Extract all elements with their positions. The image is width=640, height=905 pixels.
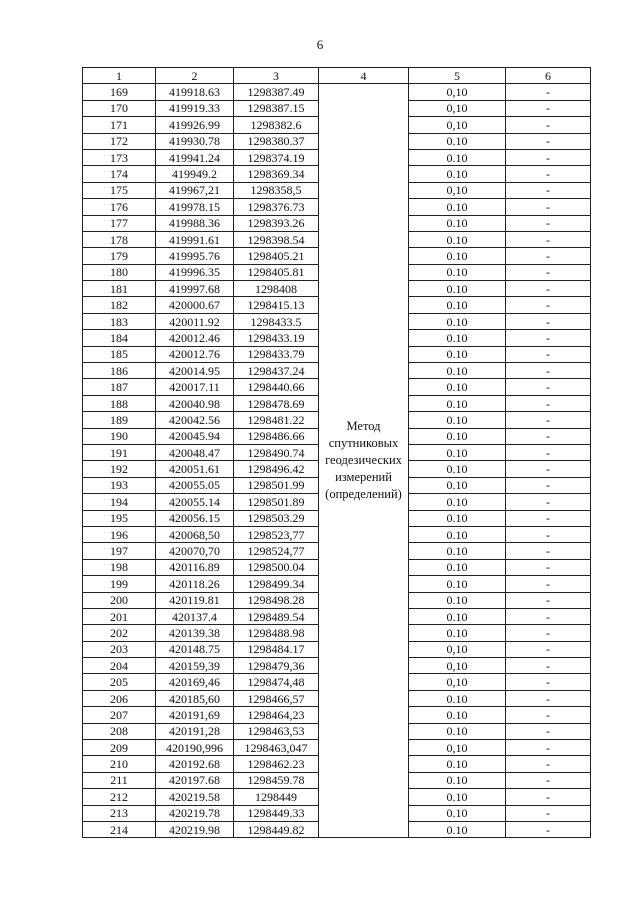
table-cell: 419926.99 [156, 117, 234, 133]
table-cell: 0,10 [409, 641, 506, 657]
table-cell: 419949.2 [156, 166, 234, 182]
table-cell: 0.10 [409, 625, 506, 641]
table-cell: - [506, 494, 591, 510]
table-cell: 420048.47 [156, 444, 234, 460]
table-cell: 176 [83, 199, 156, 215]
table-cell: - [506, 674, 591, 690]
table-cell: 1298433.79 [234, 346, 319, 362]
table-cell: 1298408 [234, 281, 319, 297]
table-cell: - [506, 756, 591, 772]
table-cell: 0.10 [409, 281, 506, 297]
table-cell: - [506, 789, 591, 805]
table-cell: 182 [83, 297, 156, 313]
table-cell: 0.10 [409, 592, 506, 608]
table-cell: - [506, 264, 591, 280]
table-cell: 420197.68 [156, 772, 234, 788]
header-cell: 4 [319, 68, 409, 84]
header-row [83, 68, 591, 84]
table-cell: 420012.46 [156, 330, 234, 346]
coordinates-table [82, 67, 591, 838]
table-cell: - [506, 215, 591, 231]
table-cell: 420118.26 [156, 576, 234, 592]
table-cell: 420219.58 [156, 789, 234, 805]
table-cell: 1298387.49 [234, 84, 319, 100]
table-cell: 1298398.54 [234, 231, 319, 247]
table-cell: 1298479,36 [234, 658, 319, 674]
table-cell: 420040.98 [156, 395, 234, 411]
table-cell: 1298437.24 [234, 363, 319, 379]
table-cell: 214 [83, 821, 156, 837]
table-cell: 0.10 [409, 477, 506, 493]
table-cell: 190 [83, 428, 156, 444]
table-cell: - [506, 592, 591, 608]
table-cell: 0.10 [409, 395, 506, 411]
table-cell: 0.10 [409, 789, 506, 805]
table-cell: 170 [83, 100, 156, 116]
table-row [83, 84, 591, 100]
table-cell: - [506, 100, 591, 116]
table-cell: 0.10 [409, 543, 506, 559]
table-cell: 169 [83, 84, 156, 100]
table-cell: 203 [83, 641, 156, 657]
table-cell: - [506, 608, 591, 624]
table-cell: 1298433.19 [234, 330, 319, 346]
table-cell: - [506, 84, 591, 100]
table-cell: 0.10 [409, 510, 506, 526]
table-cell: 1298466,57 [234, 690, 319, 706]
header-cell: 3 [234, 68, 319, 84]
table-cell: 1298405.81 [234, 264, 319, 280]
table-cell: 0.10 [409, 330, 506, 346]
table-cell: 1298369.34 [234, 166, 319, 182]
table-cell: 0.10 [409, 707, 506, 723]
table-cell: - [506, 313, 591, 329]
table-cell: 193 [83, 477, 156, 493]
table-cell: - [506, 346, 591, 362]
table-cell: 0.10 [409, 166, 506, 182]
table-cell: 0,10 [409, 117, 506, 133]
table-cell: 1298478.69 [234, 395, 319, 411]
table-cell: 1298440.66 [234, 379, 319, 395]
table-cell: - [506, 248, 591, 264]
table-cell: - [506, 559, 591, 575]
table-cell: 192 [83, 461, 156, 477]
table-cell: 420190,996 [156, 740, 234, 756]
table-cell: 420055.05 [156, 477, 234, 493]
table-cell: - [506, 658, 591, 674]
table-cell: 0.10 [409, 461, 506, 477]
table-cell: 419996.35 [156, 264, 234, 280]
table-cell: 199 [83, 576, 156, 592]
table-cell: 419978.15 [156, 199, 234, 215]
table-cell: 180 [83, 264, 156, 280]
table-cell: 419930.78 [156, 133, 234, 149]
table-cell: 0,10 [409, 674, 506, 690]
table-cell: 177 [83, 215, 156, 231]
table-cell: 1298498.28 [234, 592, 319, 608]
table-cell: 420070,70 [156, 543, 234, 559]
table-cell: - [506, 428, 591, 444]
table-cell: 200 [83, 592, 156, 608]
table-cell: 175 [83, 182, 156, 198]
table-cell: 0.10 [409, 608, 506, 624]
table-cell: 1298449.33 [234, 805, 319, 821]
header-cell: 5 [409, 68, 506, 84]
table-cell: 1298501.99 [234, 477, 319, 493]
table-cell: 0.10 [409, 690, 506, 706]
table-cell: 212 [83, 789, 156, 805]
table-cell: - [506, 772, 591, 788]
table-cell: 419988.36 [156, 215, 234, 231]
table-cell: - [506, 117, 591, 133]
table-cell: 420219.78 [156, 805, 234, 821]
table-cell: - [506, 199, 591, 215]
table-cell: 1298484.17 [234, 641, 319, 657]
header-cell: 1 [83, 68, 156, 84]
table-cell: 419967,21 [156, 182, 234, 198]
table-cell: 1298380.37 [234, 133, 319, 149]
table-cell: 1298488.98 [234, 625, 319, 641]
table-cell: 0.10 [409, 215, 506, 231]
table-cell: 1298463,53 [234, 723, 319, 739]
table-cell: 0,10 [409, 100, 506, 116]
table-cell: 0.10 [409, 559, 506, 575]
table-cell: 0,10 [409, 84, 506, 100]
table-cell: 1298449.82 [234, 821, 319, 837]
table-cell: 1298387.15 [234, 100, 319, 116]
table-cell: 178 [83, 231, 156, 247]
table-cell: 1298464,23 [234, 707, 319, 723]
table-cell: 1298463,047 [234, 740, 319, 756]
table-cell: 184 [83, 330, 156, 346]
table-cell: - [506, 576, 591, 592]
table-cell: 420014.95 [156, 363, 234, 379]
table-cell: 0.10 [409, 297, 506, 313]
table-cell: - [506, 231, 591, 247]
table-cell: 1298415.13 [234, 297, 319, 313]
table-cell: 420051.61 [156, 461, 234, 477]
table-cell: 1298459.78 [234, 772, 319, 788]
table-cell: 204 [83, 658, 156, 674]
table-cell: 0.10 [409, 313, 506, 329]
table-cell: - [506, 625, 591, 641]
table-cell: 0.10 [409, 805, 506, 821]
table-cell: 1298503.29 [234, 510, 319, 526]
table-cell: 0.10 [409, 444, 506, 460]
table-cell: 1298358,5 [234, 182, 319, 198]
table-cell: 0.10 [409, 412, 506, 428]
table-cell: 419995.76 [156, 248, 234, 264]
table-cell: 1298393.26 [234, 215, 319, 231]
table-cell: - [506, 526, 591, 542]
table-cell: - [506, 444, 591, 460]
table-cell: 0.10 [409, 428, 506, 444]
table-cell: 197 [83, 543, 156, 559]
table-cell: 0,10 [409, 658, 506, 674]
table-cell: 173 [83, 149, 156, 165]
method-cell: Метод спутниковых геодезических измерений (определений) [319, 84, 409, 838]
table-cell: 0.10 [409, 149, 506, 165]
table-cell: - [506, 281, 591, 297]
header-cell: 2 [156, 68, 234, 84]
table-cell: - [506, 149, 591, 165]
table-cell: 206 [83, 690, 156, 706]
table-cell: 420191,28 [156, 723, 234, 739]
table-cell: 1298486.66 [234, 428, 319, 444]
table-cell: 179 [83, 248, 156, 264]
table-cell: 420055.14 [156, 494, 234, 510]
header-cell: 6 [506, 68, 591, 84]
table-cell: - [506, 363, 591, 379]
table-cell: 189 [83, 412, 156, 428]
table-cell: 185 [83, 346, 156, 362]
table-cell: 420137.4 [156, 608, 234, 624]
table-cell: 420148.75 [156, 641, 234, 657]
table-cell: 1298501.89 [234, 494, 319, 510]
table-cell: 1298490.74 [234, 444, 319, 460]
table-cell: 0,10 [409, 740, 506, 756]
table-cell: 174 [83, 166, 156, 182]
table-cell: 188 [83, 395, 156, 411]
table-cell: 172 [83, 133, 156, 149]
table-cell: 1298462.23 [234, 756, 319, 772]
table-cell: 420012.76 [156, 346, 234, 362]
table-cell: 0.10 [409, 756, 506, 772]
table-cell: 420042.56 [156, 412, 234, 428]
table-cell: 420191,69 [156, 707, 234, 723]
table-cell: - [506, 182, 591, 198]
table-cell: - [506, 166, 591, 182]
table-cell: 1298382.6 [234, 117, 319, 133]
table-cell: 420139.38 [156, 625, 234, 641]
table-cell: 213 [83, 805, 156, 821]
table-cell: - [506, 543, 591, 559]
table-cell: 1298376.73 [234, 199, 319, 215]
table-cell: 1298449 [234, 789, 319, 805]
table-cell: 211 [83, 772, 156, 788]
table-cell: 181 [83, 281, 156, 297]
table-cell: 201 [83, 608, 156, 624]
table-cell: 420219.98 [156, 821, 234, 837]
table-cell: 0.10 [409, 264, 506, 280]
table-cell: 0.10 [409, 821, 506, 837]
table-cell: 183 [83, 313, 156, 329]
table-cell: 0.10 [409, 133, 506, 149]
table-cell: 420159,39 [156, 658, 234, 674]
table-cell: 0.10 [409, 248, 506, 264]
table-cell: 0.10 [409, 576, 506, 592]
table-cell: - [506, 379, 591, 395]
table-cell: 202 [83, 625, 156, 641]
table-cell: 207 [83, 707, 156, 723]
table-cell: 186 [83, 363, 156, 379]
table-cell: 419918.63 [156, 84, 234, 100]
table-cell: 419997.68 [156, 281, 234, 297]
table-cell: 420185,60 [156, 690, 234, 706]
table-cell: 420056.15 [156, 510, 234, 526]
table-cell: - [506, 412, 591, 428]
page-number: 6 [316, 37, 324, 52]
table-cell: 419991.61 [156, 231, 234, 247]
table-cell: - [506, 707, 591, 723]
table-cell: 1298496.42 [234, 461, 319, 477]
table-cell: 0,10 [409, 182, 506, 198]
table-cell: - [506, 641, 591, 657]
table-cell: - [506, 330, 591, 346]
table-cell: 210 [83, 756, 156, 772]
table-cell: 420011.92 [156, 313, 234, 329]
table-cell: 209 [83, 740, 156, 756]
table-cell: 198 [83, 559, 156, 575]
table-cell: 205 [83, 674, 156, 690]
table-cell: 194 [83, 494, 156, 510]
table-cell: 419919.33 [156, 100, 234, 116]
table-cell: 208 [83, 723, 156, 739]
table-cell: - [506, 461, 591, 477]
table-cell: 420045.94 [156, 428, 234, 444]
table-cell: - [506, 133, 591, 149]
table-cell: - [506, 510, 591, 526]
table-cell: 0.10 [409, 363, 506, 379]
table-cell: 0.10 [409, 379, 506, 395]
table-cell: 420119.81 [156, 592, 234, 608]
table-cell: - [506, 297, 591, 313]
table-cell: - [506, 805, 591, 821]
table-cell: - [506, 477, 591, 493]
table-cell: 0.10 [409, 723, 506, 739]
table-cell: - [506, 821, 591, 837]
table-cell: 420169,46 [156, 674, 234, 690]
table-cell: 187 [83, 379, 156, 395]
table-cell: 195 [83, 510, 156, 526]
table-cell: 0.10 [409, 772, 506, 788]
table-cell: 1298374.19 [234, 149, 319, 165]
table-cell: 0.10 [409, 494, 506, 510]
table-cell: 1298500.04 [234, 559, 319, 575]
table-cell: 420017.11 [156, 379, 234, 395]
table-cell: 420192.68 [156, 756, 234, 772]
table-cell: 419941.24 [156, 149, 234, 165]
table-cell: - [506, 723, 591, 739]
table-cell: - [506, 740, 591, 756]
table-cell: 0.10 [409, 346, 506, 362]
table-cell: - [506, 690, 591, 706]
table-cell: 1298405.21 [234, 248, 319, 264]
table-cell: 1298524,77 [234, 543, 319, 559]
table-cell: 1298474,48 [234, 674, 319, 690]
table-cell: 0.10 [409, 199, 506, 215]
table-cell: 0.10 [409, 231, 506, 247]
table-cell: 1298489.54 [234, 608, 319, 624]
table-cell: 1298481.22 [234, 412, 319, 428]
table-cell: 1298523,77 [234, 526, 319, 542]
table-cell: 420116.89 [156, 559, 234, 575]
table-cell: 420000.67 [156, 297, 234, 313]
table-cell: 0.10 [409, 526, 506, 542]
table-cell: 171 [83, 117, 156, 133]
table-cell: 420068,50 [156, 526, 234, 542]
table-cell: 1298433.5 [234, 313, 319, 329]
table-cell: 196 [83, 526, 156, 542]
table-cell: 1298499.34 [234, 576, 319, 592]
table-cell: - [506, 395, 591, 411]
table-cell: 191 [83, 444, 156, 460]
table-body [83, 84, 591, 838]
